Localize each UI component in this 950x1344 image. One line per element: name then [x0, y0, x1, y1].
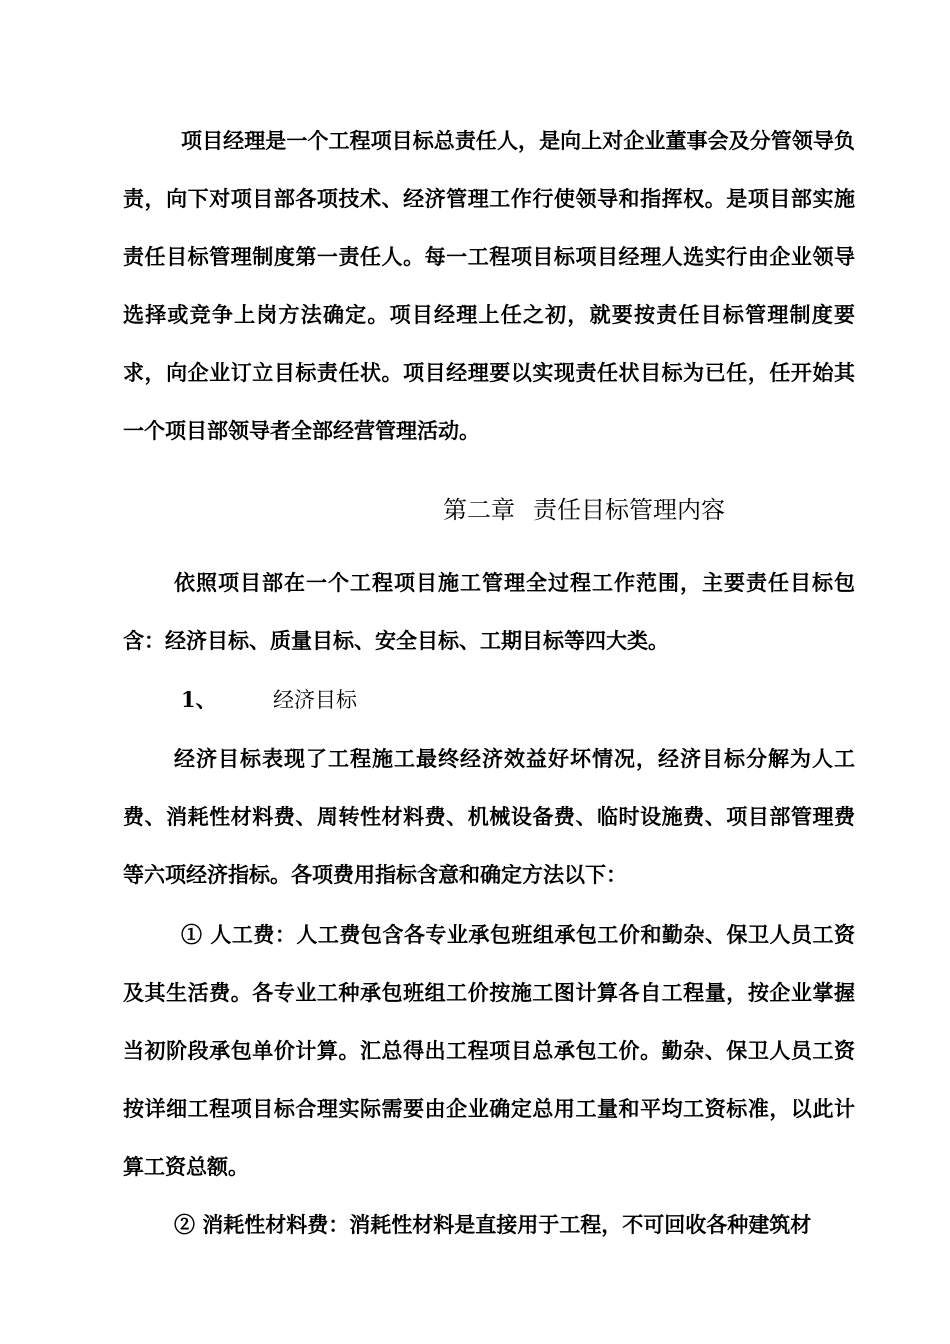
section-number: 1、 [181, 687, 217, 712]
section-heading [181, 680, 357, 720]
paragraph-labor-cost: ① 人工费：人工费包含各专业承包班组承包工价和勤杂、保卫人员工资及其生活费。各专业工种承包班组工价按施工图计算各自工程量，按企业掌握当初阶段承包单价计算。汇总得出工程项目总承包工价。勤杂、保卫人员工资按详细工程项目标合理实际需要由企业确定总用工量和平均工资标准，以此计算工资总额。 [123, 922, 855, 1179]
paragraph-consumable-materials: ② 消耗性材料费：消耗性材料是直接用于工程，不可回收各种建筑材 [174, 1212, 812, 1237]
paragraph-project-manager: 项目经理是一个工程项目标总责任人，是向上对企业董事会及分管领导负责，向下对项目部各项技术、经济管理工作行使领导和指挥权。是项目部实施责任目标管理制度第一责任人。每一工程项目标项目经理人选实行由企业领导选择或竞争上岗方法确定。项目经理上任之初，就要按责任目标管理制度要求，向企业订立目标责任状。项目经理要以实现责任状目标为已任，任开始其一个项目部领导者全部经营管理活动。 [123, 128, 855, 443]
section-title: 经济目标 [273, 688, 357, 712]
chapter-title: 责任目标管理内容 [533, 496, 725, 524]
chapter-heading [443, 490, 725, 530]
paragraph-target-categories: 依照项目部在一个工程项目施工管理全过程工作范围，主要责任目标包含：经济目标、质量目标、安全目标、工期目标等四大类。 [123, 570, 855, 653]
chapter-number: 第二章 [443, 496, 515, 524]
paragraph-economic-target: 经济目标表现了工程施工最终经济效益好坏情况，经济目标分解为人工费、消耗性材料费、周转性材料费、机械设备费、临时设施费、项目部管理费等六项经济指标。各项费用指标含意和确定方法以下： [123, 746, 855, 887]
